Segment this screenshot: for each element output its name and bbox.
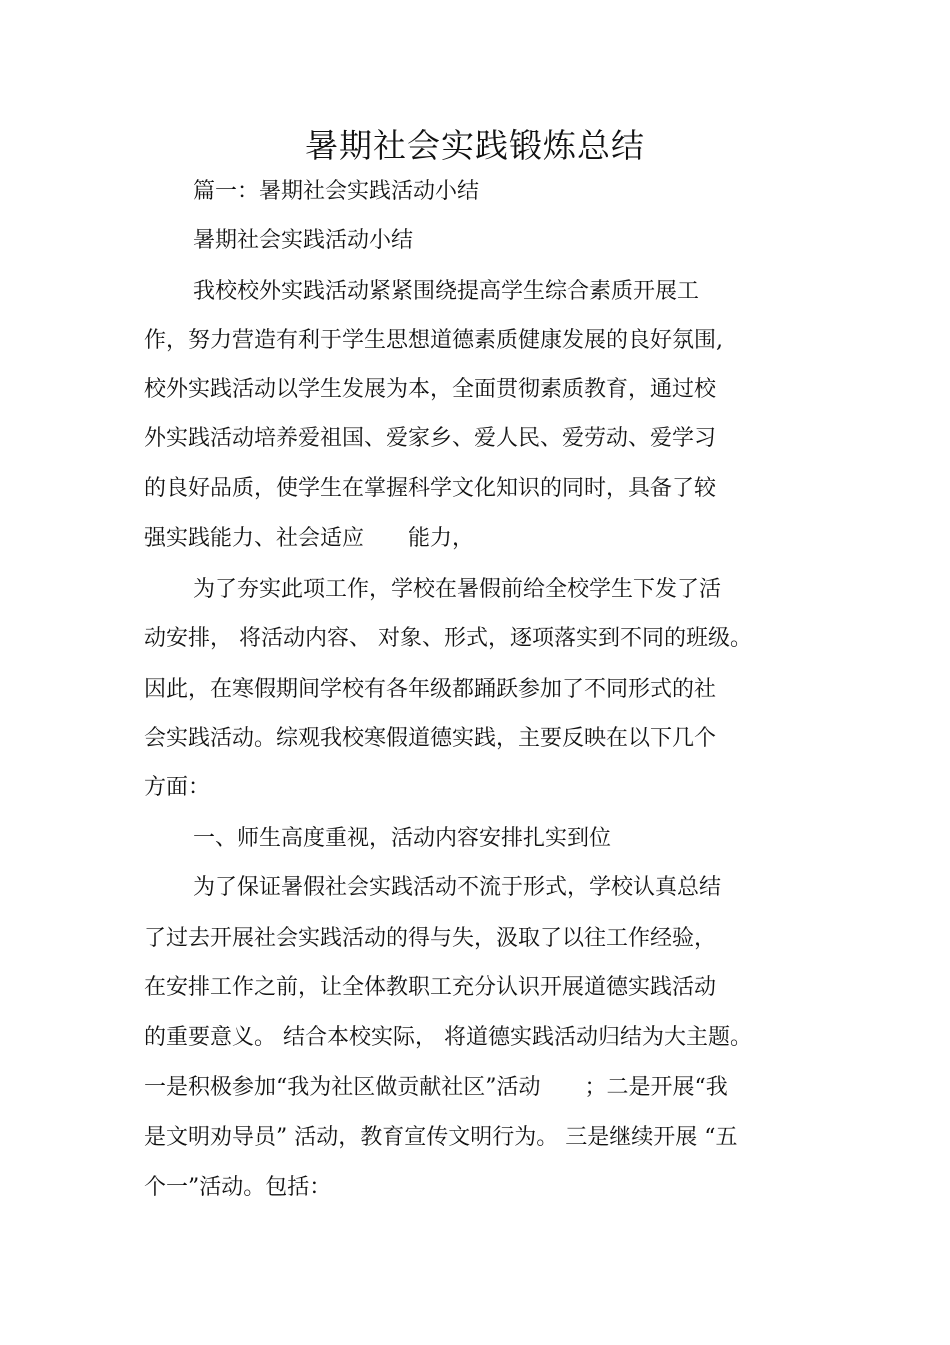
paragraph-line: 的重要意义。 结合本校实际， 将道德实践活动归结为大主题。 (144, 1025, 752, 1050)
paragraph-line: 强实践能力、社会适应 能力， (144, 526, 475, 551)
paragraph-line: 是文明劝导员” 活动，教育宣传文明行为。 三是继续开展 “五 (144, 1125, 738, 1150)
paragraph-line: 了过去开展社会实践活动的得与失，汲取了以往工作经验， (144, 926, 717, 951)
paragraph-line: 的良好品质，使学生在掌握科学文化知识的同时，具备了较 (144, 476, 717, 501)
paragraph-line: 一是积极参加“我为社区做贡献社区”活动 ；二是开展“我 (144, 1075, 728, 1100)
section-heading: 篇一：暑期社会实践活动小结 (193, 179, 480, 204)
paragraph-line: 会实践活动。综观我校寒假道德实践，主要反映在以下几个 (144, 726, 717, 751)
document-title: 暑期社会实践锻炼总结 (305, 126, 645, 165)
paragraph-line: 外实践活动培养爱祖国、爱家乡、爱人民、爱劳动、爱学习 (144, 426, 717, 451)
paragraph-line: 个一”活动。包括： (144, 1175, 332, 1200)
paragraph-line: 在安排工作之前，让全体教职工充分认识开展道德实践活动 (144, 975, 717, 1000)
paragraph-line: 动安排， 将活动内容、 对象、形式，逐项落实到不同的班级。 (144, 626, 752, 651)
paragraph-line: 为了夯实此项工作，学校在暑假前给全校学生下发了活 (193, 577, 722, 602)
paragraph-line: 校外实践活动以学生发展为本，全面贯彻素质教育，通过校 (144, 377, 717, 402)
subheading: 暑期社会实践活动小结 (193, 228, 414, 253)
paragraph-line: 我校校外实践活动紧紧围绕提高学生综合素质开展工 (193, 279, 700, 304)
paragraph-line: 作，努力营造有利于学生思想道德素质健康发展的良好氛围, (144, 328, 723, 353)
paragraph-line: 方面： (144, 775, 211, 800)
paragraph-line: 因此，在寒假期间学校有各年级都踊跃参加了不同形式的社 (144, 677, 717, 702)
paragraph-line: 为了保证暑假社会实践活动不流于形式，学校认真总结 (193, 875, 722, 900)
section-heading: 一、师生高度重视，活动内容安排扎实到位 (193, 826, 612, 851)
